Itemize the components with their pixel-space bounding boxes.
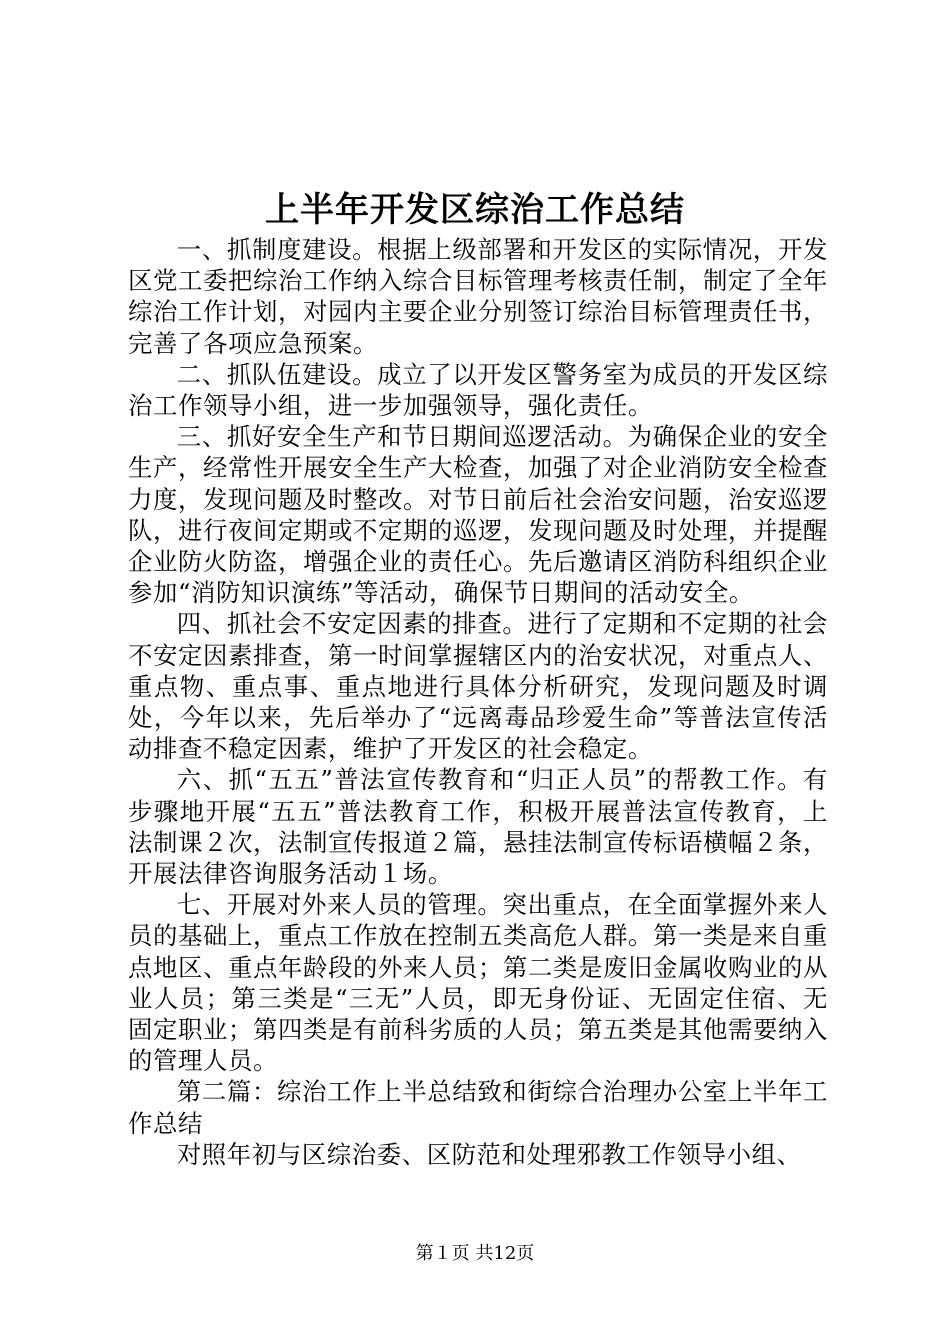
paragraph-2: 二、抓队伍建设。成立了以开发区警务室为成员的开发区综治工作领导小组，进一步加强领导，强化责任。	[128, 359, 828, 421]
page-footer: 第１页 共12页	[415, 1243, 535, 1264]
paragraph-6: 六、抓“五五”普法宣传教育和“归正人员”的帮教工作。有步骤地开展“五五”普法教育工作，积极开展普法宣传教育，上法制课２次，法制宣传报道２篇，悬挂法制宣传标语横幅２条，开展法律咨询服务活动１场。	[128, 765, 828, 889]
paragraph-3: 三、抓好安全生产和节日期间巡逻活动。为确保企业的安全生产，经常性开展安全生产大检查，加强了对企业消防安全检查力度，发现问题及时整改。对节日前后社会治安问题，治安巡逻队，进行夜间定期或不定期的巡逻，发现问题及时处理，并提醒企业防火防盗，增强企业的责任心。先后邀请区消防科组织企业参加“消防知识演练”等活动，确保节日期间的活动安全。	[128, 422, 828, 608]
paragraph-7: 七、开展对外来人员的管理。突出重点，在全面掌握外来人员的基础上，重点工作放在控制五类高危人群。第一类是来自重点地区、重点年龄段的外来人员；第二类是废旧金属收购业的从业人员；第三类是“三无”人员，即无身份证、无固定住宿、无固定职业；第四类是有前科劣质的人员；第五类是其他需要纳入的管理人员。	[128, 890, 828, 1076]
document-title: 上半年开发区综治工作总结	[265, 190, 685, 230]
paragraph-1: 一、抓制度建设。根据上级部署和开发区的实际情况，开发区党工委把综治工作纳入综合目标管理考核责任制，制定了全年综治工作计划，对园内主要企业分别签订综治目标管理责任书，完善了各项应急预案。	[128, 235, 828, 358]
second-article-heading: 第二篇：综治工作上半总结致和街综合治理办公室上半年工作总结	[128, 1077, 828, 1138]
paragraph-4: 四、抓社会不安定因素的排查。进行了定期和不定期的社会不安定因素排查，第一时间掌握辖区内的治安状况，对重点人、重点物、重点事、重点地进行具体分析研究，发现问题及时调处，今年以来，先后举办了“远离毒品珍爱生命”等普法宣传活动排查不稳定因素，维护了开发区的社会稳定。	[128, 609, 828, 764]
second-article-paragraph: 对照年初与区综治委、区防范和处理邪教工作领导小组、	[176, 1139, 802, 1169]
document-body	[128, 234, 828, 1170]
